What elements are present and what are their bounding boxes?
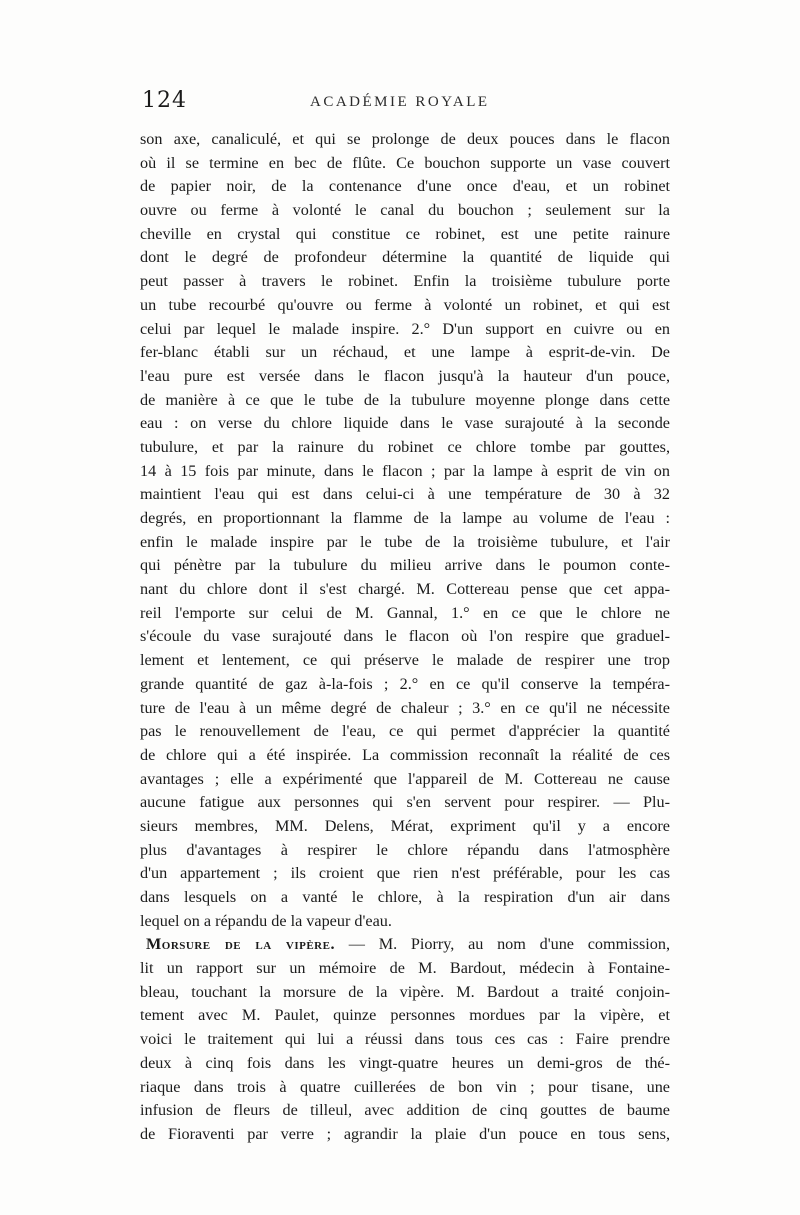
text-line: de papier noir, de la contenance d'une once d'eau, et un robinet <box>140 177 670 196</box>
text-line: deux à cinq fois dans les vingt-quatre heures un demi-gros de thé- <box>140 1053 670 1072</box>
text-line: enfin le malade inspire par le tube de la troisième tubulure, et l'air <box>140 532 670 551</box>
text-line: nant du chlore dont il s'est chargé. M. Cottereau pense que cet appa- <box>140 580 670 599</box>
page-number: 124 <box>142 88 187 113</box>
text-line: de manière à ce que le tube de la tubulure moyenne plonge dans cette <box>140 390 670 409</box>
text-line: dont le degré de profondeur détermine la quantité de liquide qui <box>140 248 670 267</box>
text-line: riaque dans trois à quatre cuillerées de bon vin ; pour tisane, une <box>140 1077 670 1096</box>
text-line: fer-blanc établi sur un réchaud, et une lampe à esprit-de-vin. De <box>140 343 670 362</box>
text-line: maintient l'eau qui est dans celui-ci à une température de 30 à 32 <box>140 485 670 504</box>
text-line: s'écoule du vase surajouté dans le flacon où l'on respire que graduel- <box>140 627 670 646</box>
text-line: ture de l'eau à un même degré de chaleur ; 3.° en ce qu'il ne nécessite <box>140 698 670 717</box>
body-text <box>140 128 670 1147</box>
text-line: aucune fatigue aux personnes qui s'en servent pour respirer. — Plu- <box>140 793 670 812</box>
text-line: lement et lentement, ce qui préserve le malade de respirer une trop <box>140 651 670 670</box>
text-line: eau : on verse du chlore liquide dans le vase surajouté à la seconde <box>140 414 670 433</box>
page-header <box>140 88 670 120</box>
paragraph-last-line: lequel on a répandu de la vapeur d'eau. <box>140 911 392 930</box>
text-line: tubulure, et par la rainure du robinet ce chlore tombe par gouttes, <box>140 437 670 456</box>
text-line: de Fioraventi par verre ; agrandir la plaie d'un pouce en tous sens, <box>140 1124 670 1143</box>
text-line: lit un rapport sur un mémoire de M. Bardout, médecin à Fontaine- <box>140 959 670 978</box>
running-head: ACADÉMIE ROYALE <box>310 94 490 110</box>
text-line: dans lesquels on a vanté le chlore, à la respiration d'un air dans <box>140 888 670 906</box>
text-line: d'un appartement ; ils croient que rien n'est préférable, pour les cas <box>140 864 670 883</box>
text-line: bleau, touchant la morsure de la vipère. M. Bardout a traité conjoin- <box>140 982 670 1001</box>
text-line: ouvre ou ferme à volonté le canal du bouchon ; seulement sur la <box>140 201 670 220</box>
text-line: celui par lequel le malade inspire. 2.° D'un support en cuivre ou en <box>140 319 670 338</box>
text-line: reil l'emporte sur celui de M. Gannal, 1.° en ce que le chlore ne <box>140 603 670 622</box>
text-line: un tube recourbé qu'ouvre ou ferme à volonté un robinet, et qui est <box>140 295 670 314</box>
section-first-line-text: — M. Piorry, au nom d'une commission, <box>348 935 670 954</box>
section-first-line <box>140 933 670 957</box>
text-line: voici le traitement qui lui a réussi dans tous ces cas : Faire prendre <box>140 1030 670 1049</box>
text-line: peut passer à travers le robinet. Enfin la troisième tubulure porte <box>140 272 670 291</box>
text-line: plus d'avantages à respirer le chlore répandu dans l'atmosphère <box>140 840 670 859</box>
text-line: degrés, en proportionnant la flamme de la lampe au volume de l'eau : <box>140 509 670 527</box>
text-line: grande quantité de gaz à-la-fois ; 2.° en ce qu'il conserve la tempéra- <box>140 674 670 693</box>
text-line: tement avec M. Paulet, quinze personnes mordues par la vipère, et <box>140 1006 670 1025</box>
text-line: sieurs membres, MM. Delens, Mérat, expriment qu'il y a encore <box>140 816 670 835</box>
text-line: l'eau pure est versée dans le flacon jusqu'à la hauteur d'un pouce, <box>140 366 670 385</box>
text-line: cheville en crystal qui constitue ce robinet, est une petite rainure <box>140 224 670 243</box>
section-heading: Morsure de la vipère. <box>146 935 336 954</box>
text-line: avantages ; elle a expérimenté que l'appareil de M. Cottereau ne cause <box>140 769 670 788</box>
text-line: 14 à 15 fois par minute, dans le flacon ; par la lampe à esprit de vin on <box>140 461 670 480</box>
text-line: infusion de fleurs de tilleul, avec addition de cinq gouttes de baume <box>140 1101 670 1120</box>
text-line: où il se termine en bec de flûte. Ce bouchon supporte un vase couvert <box>140 153 670 172</box>
text-line: pas le renouvellement de l'eau, ce qui permet d'apprécier la quantité <box>140 722 670 741</box>
text-line: son axe, canaliculé, et qui se prolonge de deux pouces dans le flacon <box>140 130 670 148</box>
text-line: de chlore qui a été inspirée. La commission reconnaît la réalité de ces <box>140 745 670 764</box>
text-line: qui pénètre par la tubulure du milieu arrive dans le poumon conte- <box>140 556 670 575</box>
